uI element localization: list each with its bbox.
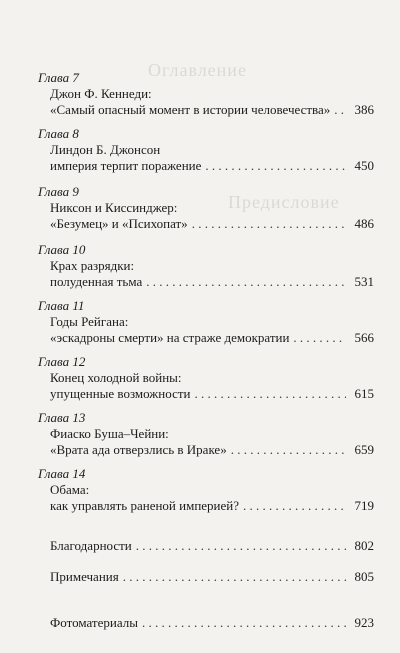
page-number: 719 [354, 498, 374, 513]
dot-leader [243, 498, 346, 514]
dot-leader [192, 216, 346, 232]
chapter-title-final-line [38, 274, 374, 290]
chapter-title-line: Конец холодной войны: [50, 370, 182, 385]
chapter-label: Глава 12 [38, 354, 86, 369]
chapter-title-final-line [38, 158, 374, 174]
dot-leader [293, 330, 346, 346]
back-matter-line [38, 569, 374, 585]
toc-entry-notes [38, 569, 374, 607]
chapter-label: Глава 11 [38, 298, 85, 313]
chapter-title-final-line [38, 102, 374, 118]
dot-leader [194, 386, 346, 402]
chapter-title-line: Линдон Б. Джонсон [50, 142, 161, 157]
back-matter-label: Благодарности [50, 538, 132, 553]
back-matter-label: Фотоматериалы [50, 615, 138, 630]
toc-entry-photos [38, 615, 374, 653]
chapter-title-line: Обама: [50, 482, 90, 497]
page-number: 386 [354, 102, 374, 117]
chapter-subtitle: «Самый опасный момент в истории человечества» [50, 102, 331, 117]
table-of-contents [38, 70, 374, 653]
dot-leader [205, 158, 346, 174]
chapter-label: Глава 9 [38, 184, 79, 199]
show-through-text: Оглавление [148, 60, 247, 80]
chapter-subtitle: «Врата ада отверзлись в Ираке» [50, 442, 227, 457]
toc-entry-chapter-11 [38, 298, 374, 354]
chapter-subtitle: упущенные возможности [50, 386, 191, 401]
back-matter-line [38, 538, 374, 554]
chapter-title-line: Никсон и Киссинджер: [50, 200, 178, 215]
page-number: 659 [354, 442, 374, 457]
toc-entry-chapter-10 [38, 242, 374, 298]
toc-entry-chapter-7 [38, 70, 374, 126]
toc-entry-chapter-8 [38, 126, 374, 184]
page-number: 615 [354, 386, 374, 401]
chapter-subtitle: как управлять раненой империей? [50, 498, 240, 513]
chapter-title-final-line [38, 498, 374, 514]
back-matter-line [38, 615, 374, 631]
dot-leader [123, 569, 346, 585]
page-number: 923 [354, 615, 374, 630]
show-through-text: Предисловие [228, 192, 340, 212]
chapter-title-line: Джон Ф. Кеннеди: [50, 86, 152, 101]
chapter-subtitle: «Безумец» и «Психопат» [50, 216, 188, 231]
chapter-title-final-line [38, 386, 374, 402]
page-number: 805 [354, 569, 374, 584]
toc-entry-chapter-12 [38, 354, 374, 410]
chapter-title-final-line [38, 216, 374, 232]
dot-leader [334, 102, 346, 118]
chapter-subtitle: империя терпит поражение [50, 158, 202, 173]
dot-leader [142, 615, 346, 631]
chapter-label: Глава 7 [38, 70, 79, 85]
chapter-label: Глава 8 [38, 126, 79, 141]
page-number: 450 [354, 158, 374, 173]
chapter-title-final-line [38, 330, 374, 346]
dot-leader [146, 274, 346, 290]
toc-entry-chapter-13 [38, 410, 374, 466]
page-number: 531 [354, 274, 374, 289]
back-matter-label: Примечания [50, 569, 119, 584]
toc-entry-chapter-14 [38, 466, 374, 532]
toc-entry-chapter-9 [38, 184, 374, 242]
chapter-title-line: Годы Рейгана: [50, 314, 129, 329]
chapter-label: Глава 14 [38, 466, 86, 481]
chapter-title-line: Крах разрядки: [50, 258, 135, 273]
chapter-label: Глава 10 [38, 242, 86, 257]
chapter-label: Глава 13 [38, 410, 86, 425]
page-number: 486 [354, 216, 374, 231]
page-number: 802 [354, 538, 374, 553]
chapter-subtitle: «эскадроны смерти» на страже демократии [50, 330, 290, 345]
dot-leader [136, 538, 346, 554]
chapter-title-final-line [38, 442, 374, 458]
toc-entry-acknowledgements [38, 538, 374, 561]
chapter-subtitle: полуденная тьма [50, 274, 143, 289]
chapter-title-line: Фиаско Буша–Чейни: [50, 426, 169, 441]
page-number: 566 [354, 330, 374, 345]
dot-leader [231, 442, 346, 458]
